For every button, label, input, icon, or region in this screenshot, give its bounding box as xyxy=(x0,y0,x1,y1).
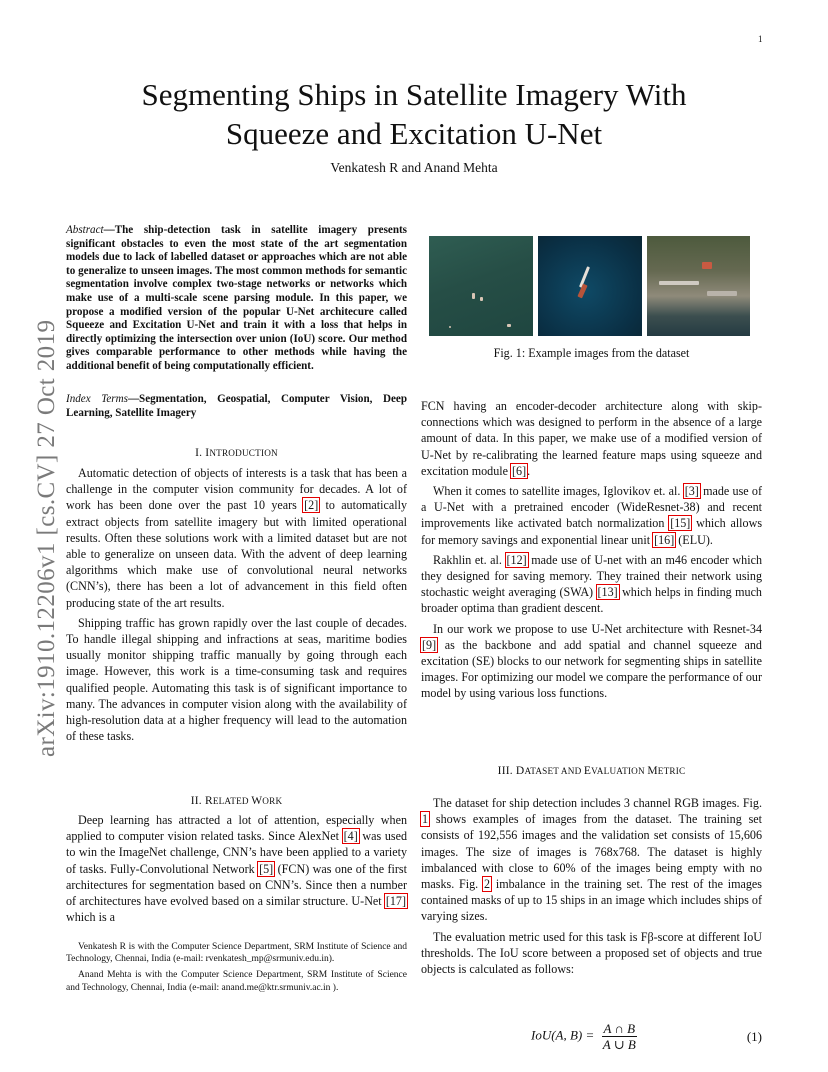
dataset-paragraph-2: The evaluation metric used for this task is Fβ-score at different IoU thresholds. The IoU score between a proposed set of objects and true objects is calculated as follows: xyxy=(421,929,762,977)
citation-link[interactable]: [2] xyxy=(304,498,319,513)
equation-lhs: IoU(A, B) = xyxy=(531,1027,595,1043)
arxiv-identifier-stamp[interactable]: arXiv:1910.12206v1 [cs.CV] 27 Oct 2019 xyxy=(33,319,60,757)
citation-link[interactable]: [9] xyxy=(422,637,437,652)
paper-title xyxy=(60,75,768,153)
intro-paragraph-1: Automatic detection of objects of interests is a task that has been a challenge in the computer vision community for decades. A lot of work has been done over the past 10 years [2] to automatically extract objects from satellite imagery but with limited operational results. Often these solutions work with a limited dataset but are not able to generalize on unseen data. With the advent of deep learning algorithms which make use of convolutional neural networks (CNN’s), there has been a lot of advancement in this field often producing state of the art results. xyxy=(66,466,408,610)
section-heading-related-work: II. RELATED WORK xyxy=(190,795,283,807)
intro-paragraph-2: Shipping traffic has grown rapidly over the last couple of decades. To handle illegal shipping and infractions at seas, maritime bodies usually monitor shipping traffic manually by going through each image. However, this work is a time-consuming task and requires qualified people. Automating this task is of significant importance to many. The advances in computer vision along with the availability of high-resolution data at a higher frequency will lead to the automation of these tasks. xyxy=(66,615,407,744)
citation-link[interactable]: [3] xyxy=(684,484,699,499)
satellite-image-2 xyxy=(538,236,642,336)
equation-denominator: A ∪ B xyxy=(602,1037,636,1052)
footnote-1: Venkatesh R is with the Computer Science Department, SRM Institute of Science and Technology, Chennai, India (e-mail: rvenkatesh_mp@srmuniv.edu.in). xyxy=(66,942,407,965)
index-terms-text: —Segmentation, Geospatial, Computer Vision, Deep Learning, Satellite Imagery xyxy=(66,393,407,419)
figure-link[interactable]: 2 xyxy=(484,877,491,892)
right-paragraph-2: When it comes to satellite images, Iglovikov et. al. [3] made use of a U-Net with a pretrained encoder (WideResnet-38) and recent improvements like activated batch normalization [15] which allows for memory savings and exponential linear unit [16] (ELU). xyxy=(421,484,763,547)
section-heading-introduction: I. INTRODUCTION xyxy=(195,447,278,459)
citation-link[interactable]: [12] xyxy=(506,552,527,567)
equation-fraction xyxy=(602,1021,638,1052)
abstract xyxy=(66,224,407,374)
page-number: 1 xyxy=(758,34,763,44)
dataset-paragraph-1: The dataset for ship detection includes 3 channel RGB images. Fig. 1 shows examples of images from the dataset. The training set consists of 192,556 images and the validation set consists of 15,606 images. The size of images is 768x768. The dataset is highly imbalanced with close to 60% of the images being empty with no masks. Fig. 2 imbalance in the training set. The rest of the images contained masks of up to 15 ships in an image which includes ships of varying sizes. xyxy=(421,796,763,924)
citation-link[interactable]: [15] xyxy=(670,516,691,531)
equation-numerator: A ∩ B xyxy=(603,1021,636,1036)
right-column-body xyxy=(421,398,762,702)
citation-link[interactable]: [6] xyxy=(512,463,527,478)
citation-link[interactable]: [5] xyxy=(259,861,274,876)
figure-caption: Fig. 1: Example images from the dataset xyxy=(493,346,690,360)
citation-link[interactable]: [16] xyxy=(654,532,675,547)
related-work-body xyxy=(66,812,407,925)
equation-number: (1) xyxy=(746,1029,762,1044)
satellite-image-3 xyxy=(647,236,750,336)
figure-1 xyxy=(429,236,749,336)
iou-formula xyxy=(531,1021,637,1052)
right-paragraph-4: In our work we propose to use U-Net architecture with Resnet-34 [9] as the backbone and add spatial and channel squeeze and excitation (SE) blocks to our network for segmenting ships in satellite images. For optimizing our model we compare the performance of our model by using various loss functions. xyxy=(421,621,762,701)
abstract-lead: Abstract xyxy=(66,224,104,236)
right-paragraph-1: FCN having an encoder-decoder architecture along with skip-connections which was designed to perform in the absence of a large amount of data. In this paper, we make use of a modified version of U-Net by re-calibrating the learned feature maps using squeeze and excitation module [6]. xyxy=(421,399,762,478)
related-work-paragraph: Deep learning has attracted a lot of attention, especially when applied to computer vision related tasks. Since AlexNet [4] was used to win the ImageNet challenge, CNN’s have been applied to a variety of tasks. Fully-Convolutional Network [5] (FCN) was one of the first architectures for segmentation based on CNN’s. Since then a number of architectures have evolved based on a similar structure. U-Net [17] which is a xyxy=(66,813,407,925)
index-terms-lead: Index Terms xyxy=(66,393,128,405)
footnote-2: Anand Mehta is with the Computer Science Department, SRM Institute of Science and Technology, Chennai, India (e-mail: anand.me@ktr.srmuniv.ac.in ). xyxy=(66,970,407,993)
author-footnotes xyxy=(66,941,407,998)
introduction-body xyxy=(66,465,407,744)
citation-link[interactable]: [17] xyxy=(385,894,406,909)
title-line-1: Segmenting Ships in Satellite Imagery With xyxy=(141,77,687,112)
citation-link[interactable]: [13] xyxy=(597,585,618,600)
figure-link[interactable]: 1 xyxy=(422,812,429,827)
index-terms xyxy=(66,393,407,420)
abstract-text: —The ship-detection task in satellite imagery presents significant obstacles to even the most state of the art segmentation models due to lack of labelled dataset or approaches which are not able to generalize to unseen images. The most common methods for semantic segmentation involve complex two-stage networks or networks which make use of a multi-scale scene parsing module. In this paper, we propose a modified version of the popular U-Net architecure called Squeeze and Excitation U-Net and train it with a loss that helps in directly optimizing the intersection over union (IoU) score. Our method gives comparable performance to other methods while having the additional benefit of being computationally efficient. xyxy=(66,224,407,372)
right-paragraph-3: Rakhlin et. al. [12] made use of U-net with an m46 encoder which they designed for saving memory. They trained their network using stochastic weight averaging (SWA) [13] which helps in finding much broader optima than gradient descent. xyxy=(421,552,762,616)
dataset-body xyxy=(421,795,762,977)
authors: Venkatesh R and Anand Mehta xyxy=(330,160,498,175)
section-heading-dataset: III. DATASET AND EVALUATION METRIC xyxy=(497,765,686,777)
satellite-image-1 xyxy=(429,236,533,336)
title-line-2: Squeeze and Excitation U-Net xyxy=(225,116,603,151)
citation-link[interactable]: [4] xyxy=(343,829,358,844)
